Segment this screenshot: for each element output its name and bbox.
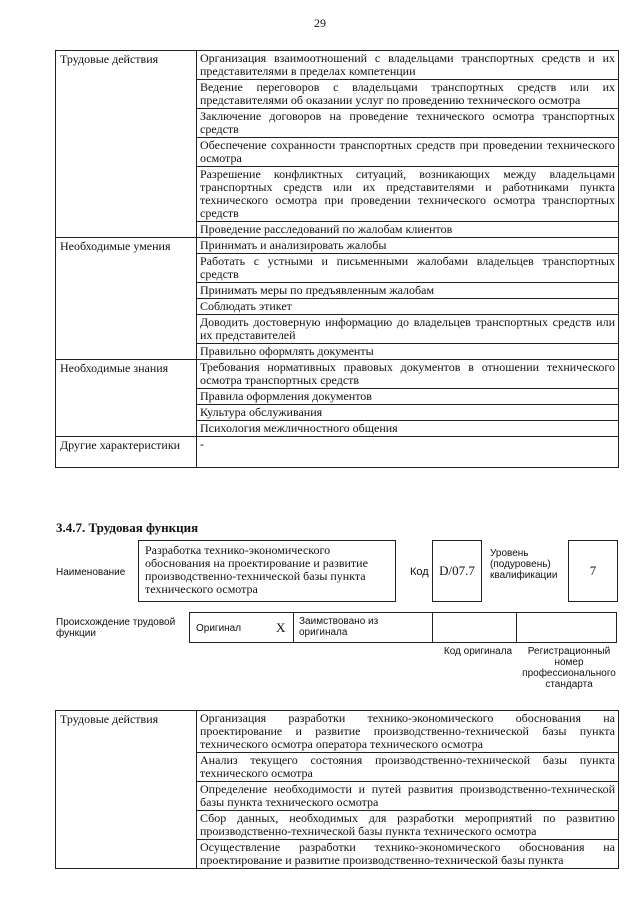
table-cell: Принимать меры по предъявленным жалобам — [197, 283, 619, 299]
table-cell: Проведение расследований по жалобам клиентов — [197, 222, 619, 238]
borrowed-cell — [293, 612, 433, 643]
reg-number-cell — [516, 612, 617, 643]
row-group-label: Необходимые знания — [56, 360, 197, 437]
table-row — [56, 711, 619, 753]
table-cell: Анализ текущего состояния производственно-технической базы пункта технического осмотра — [197, 753, 619, 782]
section-title: 3.4.7. Трудовая функция — [56, 520, 199, 535]
labor-function-table-1 — [55, 50, 619, 468]
table-cell: Культура обслуживания — [197, 405, 619, 421]
table-cell: Осуществление разработки технико-экономического обоснования на проектирование и развитие производственно-технической базы пункта — [197, 840, 619, 869]
table-cell: Обеспечение сохранности транспортных средств при проведении технического осмотра — [197, 138, 619, 167]
table-cell: Сбор данных, необходимых для разработки мероприятий по развитию производственно-технической базы пункта технического осмотра — [197, 811, 619, 840]
table-cell: Заключение договоров на проведение технического осмотра транспортных средств — [197, 109, 619, 138]
table-row — [56, 437, 619, 468]
name-label: Наименование — [56, 567, 126, 578]
original-cell — [189, 612, 294, 643]
table-cell: Принимать и анализировать жалобы — [197, 238, 619, 254]
table-cell: - — [197, 437, 619, 468]
borrowed-label: Заимствовано из оригинала — [299, 616, 379, 638]
table-cell: Требования нормативных правовых документов в отношении технического осмотра транспортных средств — [197, 360, 619, 389]
row-group-label: Трудовые действия — [56, 51, 197, 238]
origin-row — [190, 612, 618, 643]
origin-label: Происхождение трудовой функции — [56, 617, 176, 639]
table-cell: Определение необходимости и путей развития производственно-технической базы пункта технического осмотра — [197, 782, 619, 811]
row-group-label: Другие характеристики — [56, 437, 197, 468]
table-row — [56, 360, 619, 389]
table-cell: Организация взаимоотношений с владельцами транспортных средств и их представителями в пределах компетенции — [197, 51, 619, 80]
code-label: Код — [410, 566, 429, 578]
code-original-label: Код оригинала — [443, 646, 513, 657]
table-cell: Психология межличностного общения — [197, 421, 619, 437]
reg-number-label: Регистрационный номер профессионального стандарта — [522, 646, 616, 690]
qualification-level-box: 7 — [568, 540, 618, 602]
table-cell: Доводить достоверную информацию до владельцев транспортных средств или их представителей — [197, 315, 619, 344]
table-row — [56, 238, 619, 254]
table-cell: Разрешение конфликтных ситуаций, возникающих между владельцами транспортных средств или их представителями и работниками пункта технического осмотра при проведении технического осмотра транспортных средств — [197, 167, 619, 222]
table-cell: Организация разработки технико-экономического обоснования на проектирование и развитие производственно-технической базы пункта технического осмотра оператора технического осмотра — [197, 711, 619, 753]
table-cell: Соблюдать этикет — [197, 299, 619, 315]
function-name-box: Разработка технико-экономического обоснования на проектирование и развитие производственно-технической базы пункта технического осмотра — [138, 540, 396, 602]
function-code-box: D/07.7 — [432, 540, 482, 602]
table-row — [56, 51, 619, 80]
level-label: Уровень (подуровень) квалификации — [490, 548, 558, 581]
table-cell: Ведение переговоров с владельцами транспортных средств или их представителями об оказании услуг по проведению технического осмотра — [197, 80, 619, 109]
code-original-cell — [432, 612, 517, 643]
labor-function-table-2 — [55, 710, 619, 869]
row-group-label: Необходимые умения — [56, 238, 197, 360]
page-number: 29 — [314, 16, 326, 30]
table-cell: Правила оформления документов — [197, 389, 619, 405]
table-cell: Правильно оформлять документы — [197, 344, 619, 360]
original-mark: X — [276, 620, 286, 635]
row-group-label: Трудовые действия — [56, 711, 197, 869]
original-label: Оригинал — [196, 623, 242, 634]
table-cell: Работать с устными и письменными жалобами владельцев транспортных средств — [197, 254, 619, 283]
